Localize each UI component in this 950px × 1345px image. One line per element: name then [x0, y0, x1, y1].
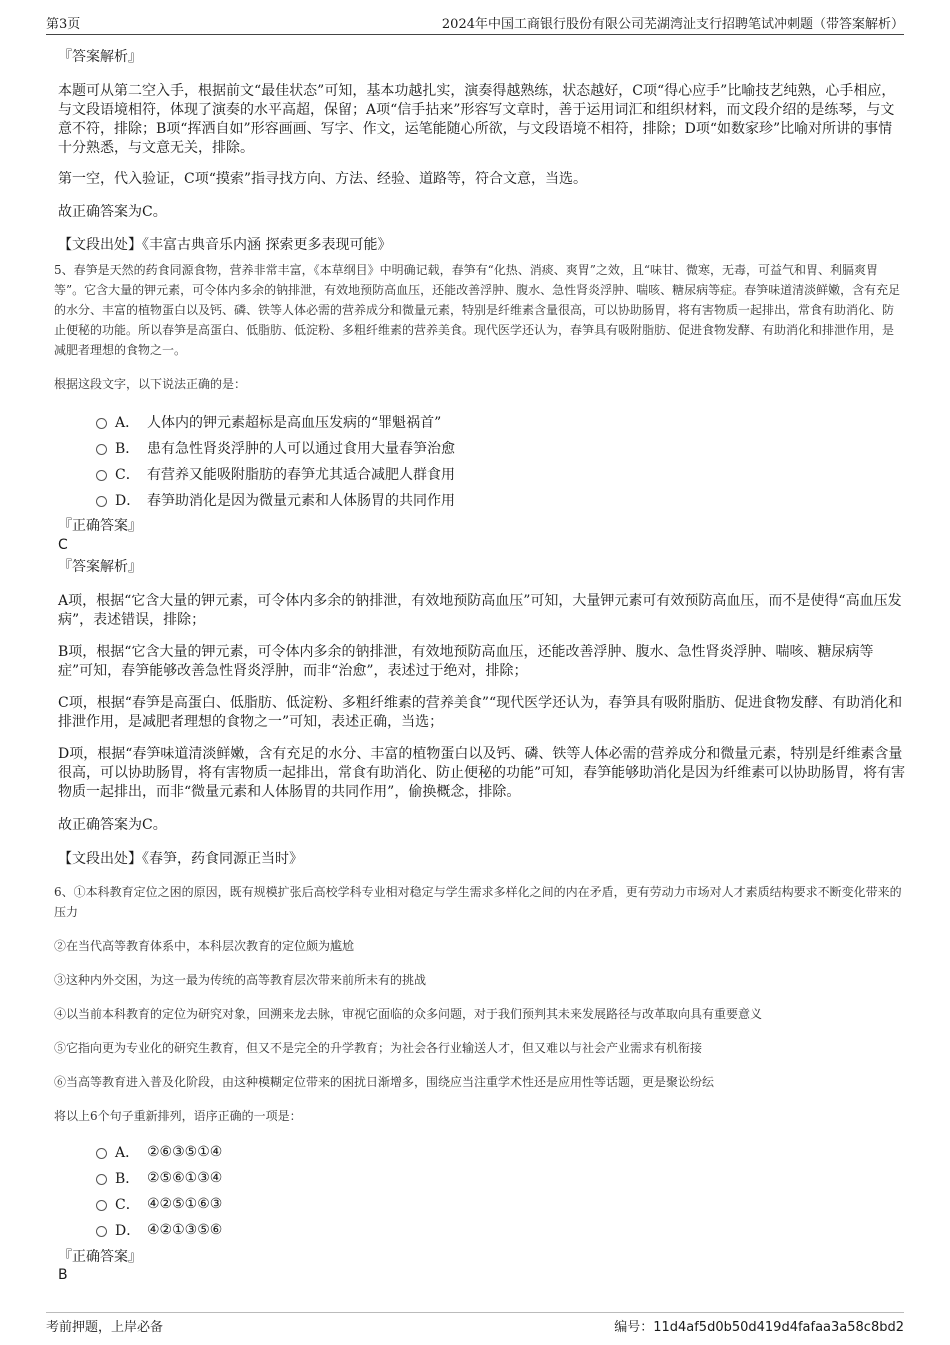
page-header — [46, 12, 904, 35]
q4-source: 【文段出处】《丰富古典音乐内涵 探索更多表现可能》 — [58, 237, 392, 253]
q6-prompt: 将以上6个句子重新排列，语序正确的一项是： — [54, 1109, 302, 1123]
q6-sentence-3: ③这种内外交困，为这一最为传统的高等教育层次带来前所未有的挑战 — [54, 973, 427, 987]
q6-sentence-6: ⑥当高等教育进入普及化阶段，由这种模糊定位带来的困扰日渐增多，围绕应当注重学术性还是应用性等话题，更是聚讼纷纭 — [54, 1075, 715, 1089]
option-text: ④②⑤①⑥③ — [147, 1196, 223, 1212]
option-letter: A． — [115, 1145, 140, 1161]
q6-option-c[interactable] — [96, 1194, 222, 1214]
q5-prompt: 根据这段文字，以下说法正确的是： — [54, 377, 247, 391]
radio-button-icon[interactable] — [96, 444, 107, 455]
option-text: 春笋助消化是因为微量元素和人体肠胃的共同作用 — [147, 493, 455, 509]
option-text: 患有急性肾炎浮肿的人可以通过食用大量春笋治愈 — [147, 441, 455, 457]
radio-button-icon[interactable] — [96, 1148, 107, 1159]
radio-button-icon[interactable] — [96, 418, 107, 429]
q6-sentence-5: ⑤它指向更为专业化的研究生教育，但又不是完全的升学教育；为社会各行业输送人才，但又难以与社会产业需求有机衔接 — [54, 1041, 703, 1055]
q6-sentence-4: ④以当前本科教育的定位为研究对象，回溯来龙去脉，审视它面临的众多问题，对于我们预判其未来发展路径与改革取向具有重要意义 — [54, 1007, 763, 1021]
option-text: 有营养又能吸附脂肪的春笋尤其适合减肥人群食用 — [147, 467, 455, 483]
option-letter: C． — [115, 1197, 140, 1213]
q4-analysis-paragraph-2: 第一空，代入验证，C项“摸索”指寻找方向、方法、经验、道路等，符合文意，当选。 — [58, 171, 588, 187]
option-letter: C． — [115, 467, 140, 483]
q5-source: 【文段出处】《春笋，药食同源正当时》 — [58, 851, 303, 867]
q6-option-d[interactable] — [96, 1220, 222, 1240]
q4-analysis-paragraph-1: 本题可从第二空入手，根据前文“最佳状态”可知，基本功越扎实，演奏得越熟练，状态越好，C项“得心应手”比喻技艺纯熟，心手相应，与文段语境相符，体现了演奏的水平高超，保留；A项“信手拈来”形容写文章时，善于运用词汇和组织材料，而文段介绍的是练琴，与文意不符，排除；B项“挥洒自如”形容画画、写字、作文，运笔能随心所欲，与文段语境不相符，排除；D项“如数家珍”比喻对所讲的事情十分熟悉，与文意无关，排除。 — [58, 83, 896, 156]
q6-answer: B — [58, 1267, 68, 1283]
option-text: 人体内的钾元素超标是高血压发病的“罪魁祸首” — [147, 415, 442, 431]
q5-stem: 5、春笋是天然的药食同源食物，营养非常丰富，《本草纲目》中明确记载，春笋有“化热、消痰、爽胃”之效，且“味甘、微寒，无毒，可益气和胃、利膈爽胃等”。它含大量的钾元素，可令体内多余的钠排泄，有效地预防高血压，还能改善浮肿、腹水、急性肾炎浮肿、喘咳、糖尿病等症。春笋味道清淡鲜嫩，含有充足的水分、丰富的植物蛋白以及钙、磷、铁等人体必需的营养成分和微量元素，特别是纤维素含量很高，可以协助肠胃，将有害物质一起排出，常食有助消化、防止便秘的功能。所以春笋是高蛋白、低脂肪、低淀粉、多粗纤维素的营养美食。现代医学还认为，春笋具有吸附脂肪、促进食物发酵、有助消化和排泄作用，是减肥者理想的食物之一。 — [54, 263, 901, 357]
page-footer — [46, 1312, 904, 1335]
q5-answer-label: 『正确答案』 — [58, 518, 142, 534]
q5-analysis-a: A项，根据“它含大量的钾元素，可令体内多余的钠排泄，有效地预防高血压”可知，大量钾元素可有效预防高血压，而不是使得“高血压发病”，表述错误，排除； — [58, 593, 902, 628]
option-letter: B． — [115, 441, 140, 457]
q5-option-a[interactable] — [96, 412, 441, 432]
page-number: 第3页 — [46, 17, 81, 32]
radio-button-icon[interactable] — [96, 1200, 107, 1211]
option-text: ④②①③⑤⑥ — [147, 1222, 223, 1238]
q5-option-c[interactable] — [96, 464, 455, 484]
option-letter: D． — [115, 493, 141, 509]
option-letter: A． — [115, 415, 140, 431]
q5-analysis-c: C项，根据“春笋是高蛋白、低脂肪、低淀粉、多粗纤维素的营养美食”“现代医学还认为，春笋具有吸附脂肪、促进食物发酵、有助消化和排泄作用，是减肥者理想的食物之一”可知，表述正确，当选； — [58, 695, 903, 730]
q4-conclusion: 故正确答案为C。 — [58, 204, 167, 220]
footer-slogan: 考前押题，上岸必备 — [46, 1320, 164, 1335]
radio-button-icon[interactable] — [96, 496, 107, 507]
q5-analysis-b: B项，根据“它含大量的钾元素，可令体内多余的钠排泄，有效地预防高血压，还能改善浮肿、腹水、急性肾炎浮肿、喘咳、糖尿病等症”可知，春笋能够改善急性肾炎浮肿，而非“治愈”，表述过于绝对，排除； — [58, 644, 874, 679]
q5-answer: C — [58, 537, 68, 553]
q6-sentence-2: ②在当代高等教育体系中，本科层次教育的定位颇为尴尬 — [54, 939, 355, 953]
q5-option-d[interactable] — [96, 490, 455, 510]
q6-answer-label: 『正确答案』 — [58, 1249, 142, 1265]
document-id: 编号：11d4af5d0b50d419d4fafaa3a58c8bd2 — [614, 1320, 904, 1335]
radio-button-icon[interactable] — [96, 470, 107, 481]
q5-analysis-label: 『答案解析』 — [58, 559, 142, 575]
option-text: ②⑤⑥①③④ — [147, 1170, 223, 1186]
q5-analysis-d: D项，根据“春笋味道清淡鲜嫩，含有充足的水分、丰富的植物蛋白以及钙、磷、铁等人体必需的营养成分和微量元素，特别是纤维素含量很高，可以协助肠胃，将有害物质一起排出，常食有助消化、防止便秘的功能”可知，春笋能够助消化是因为纤维素可以协助肠胃，将有害物质一起排出，而非“微量元素和人体肠胃的共同作用”，偷换概念，排除。 — [58, 746, 906, 800]
radio-button-icon[interactable] — [96, 1174, 107, 1185]
q4-analysis-label: 『答案解析』 — [58, 49, 142, 65]
option-text: ②⑥③⑤①④ — [147, 1144, 223, 1160]
q5-option-b[interactable] — [96, 438, 455, 458]
option-letter: D． — [115, 1223, 141, 1239]
radio-button-icon[interactable] — [96, 1226, 107, 1237]
document-title: 2024年中国工商银行股份有限公司芜湖湾沚支行招聘笔试冲刺题（带答案解析） — [441, 17, 904, 32]
q6-option-a[interactable] — [96, 1142, 222, 1162]
q5-conclusion: 故正确答案为C。 — [58, 817, 167, 833]
q6-sentence-1: 6、①本科教育定位之困的原因，既有规模扩张后高校学科专业相对稳定与学生需求多样化之间的内在矛盾，更有劳动力市场对人才素质结构要求不断变化带来的压力 — [54, 885, 902, 919]
option-letter: B． — [115, 1171, 140, 1187]
q6-option-b[interactable] — [96, 1168, 222, 1188]
